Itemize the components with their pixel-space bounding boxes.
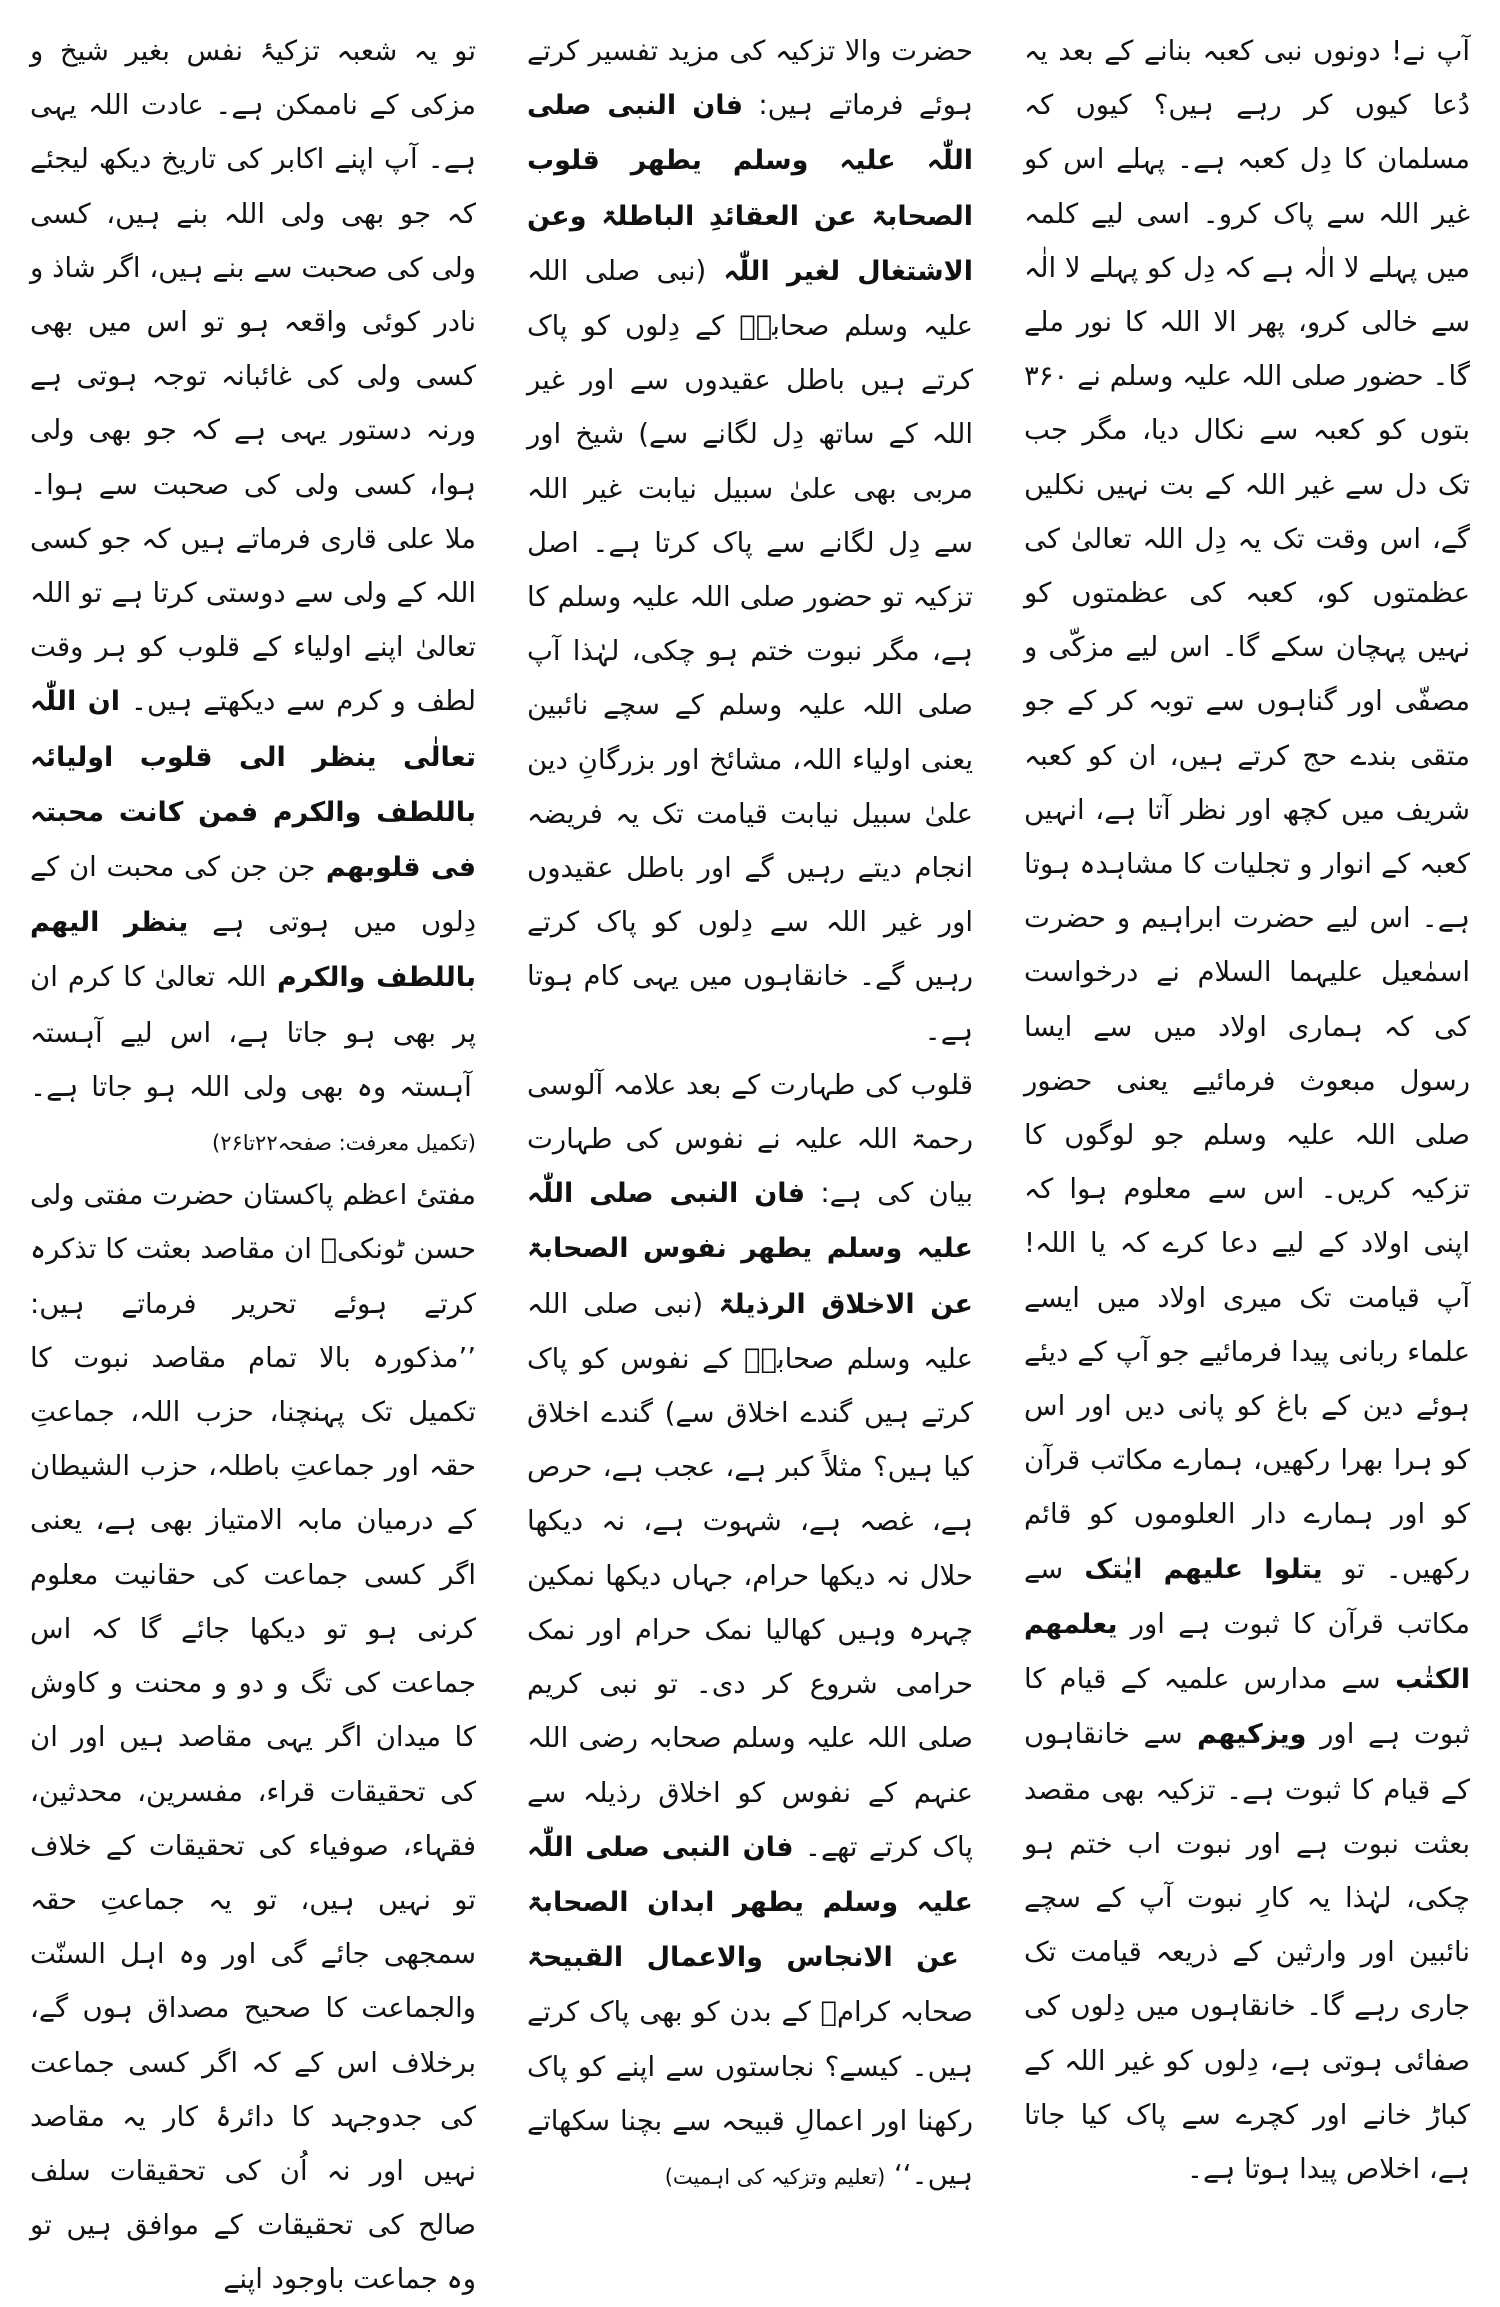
paragraph: (نبی صلی اللہ علیہ وسلم صحابہؓ کے دِلوں کو پاک کرتے ہیں باطل عقیدوں سے اور غیر اللہ کے ساتھ دِل لگانے سے) شیخ اور مربی بھی علیٰ سبیل نیابت غیر اللہ سے دِل لگانے سے پاک کرتا ہے۔ اصل تزکیہ تو حضور صلی اللہ علیہ وسلم کا ہے، مگر نبوت ختم ہو چکی، لہٰذا آپ صلی اللہ علیہ وسلم کے سچے نائبین یعنی اولیاء اللہ، مشائخ اور بزرگانِ دین علیٰ سبیل نیابت قیامت تک یہ فریضہ انجام دیتے رہیں گے اور باطل عقیدوں اور غیر اللہ سے دِلوں کو پاک کرتے رہیں گے۔ خانقاہوں میں یہی کام ہوتا ہے۔ [527,254,973,1047]
paragraph: اللہ تعالیٰ کا کرم ان پر بھی ہو جاتا ہے، اس لیے آہستہ آہستہ وہ بھی ولی اللہ ہو جاتا ہے۔ [30,961,476,1103]
arabic-quote: فان النبی صلی اللّٰہ علیہ وسلم یطھر نفوس الصحابۃ عن الاخلاق الرذیلۃ [527,1178,973,1320]
paragraph: تو یہ شعبہ تزکیۂ نفس بغیر شیخ و مزکی کے ناممکن ہے۔ عادت اللہ یہی ہے۔ آپ اپنے اکابر کی تاریخ دیکھ لیجئے کہ جو بھی ولی اللہ بنے ہیں، کسی ولی کی صحبت سے بنے ہیں، اگر شاذ و نادر کوئی واقعہ ہو تو اس میں بھی کسی ولی کی غائبانہ توجہ ہوتی ہے ورنہ دستور یہی ہے کہ جو بھی ولی ہوا، کسی ولی کی صحبت سے ہوا۔ ملا علی قاری فرماتے ہیں کہ جو کسی اللہ کے ولی سے دوستی کرتا ہے تو اللہ تعالیٰ اپنے اولیاء کے قلوب کو ہر وقت لطف و کرم سے دیکھتے ہیں۔ [30,35,476,718]
source-reference: (تعلیم وتزکیہ کی اہمیت) [664,2164,886,2189]
arabic-quote: فان النبی صلی اللّٰہ علیہ وسلم یطھر ابدان الصحابۃ عن الانجاس والاعمال القبیحۃ [527,1831,973,1974]
paragraph: سے مکاتب قرآن کا ثبوت ہے اور [1024,1552,1470,1640]
paragraph: سے مدارس علمیہ کے قیام کا ثبوت ہے اور [1024,1663,1470,1751]
arabic-quote: فان النبی صلی اللّٰہ علیہ وسلم یطھر قلوب الصحابۃ عن العقائدِ الباطلۃ وعن الاشتغال لغیر اللّٰہ [527,90,974,287]
arabic-quote: ویزکیھم [1182,1719,1307,1751]
paragraph: جن جن کی محبت ان کے دِلوں میں ہوتی ہے [30,851,477,939]
source-reference: (تکمیل معرفت: صفحہ۲۲تا۲۶) [212,1131,476,1156]
text-column-left [30,24,477,2296]
paragraph: سے خانقاہوں کے قیام کا ثبوت ہے۔ تزکیہ بھی مقصد بعثت نبوت ہے اور نبوت اب ختم ہو چکی، لہٰذا یہ کارِ نبوت آپ کے سچے نائبین اور وارثین کے ذریعہ قیامت تک جاری رہے گا۔ خانقاہوں میں دِلوں کی صفائی ہوتی ہے، دِلوں کو غیر اللہ کے کباڑ خانے اور کچرے سے پاک کیا جاتا ہے، اخلاص پیدا ہوتا ہے۔ [1024,1718,1470,2185]
paragraph: حضرت والا تزکیہ کی مزید تفسیر کرتے ہوئے فرماتے ہیں: [527,35,973,122]
paragraph: مفتیٔ اعظم پاکستان حضرت مفتی ولی حسن ٹونکیؒ ان مقاصد بعثت کا تذکرہ کرتے ہوئے تحریر فرماتے ہیں: ’’مذکورہ بالا تمام مقاصد نبوت کا تکمیل تک پہنچنا، حزب اللہ، جماعتِ حقہ اور جماعتِ باطلہ، حزب الشیطان کے درمیان مابہ الامتیاز بھی ہے، یعنی اگر کسی جماعت کی حقانیت معلوم کرنی ہو تو دیکھا جائے گا کہ اس جماعت کی تگ و دو و محنت و کاوش کا میدان اگر یہی مقاصد ہیں اور ان کی تحقیقات قراء، مفسرین، محدثین، فقہاء، صوفیاء کی تحقیقات کے خلاف تو نہیں ہیں، تو یہ جماعتِ حقہ سمجھی جائے گی اور وہ اہل السنّت والجماعت کا صحیح مصداق ہوں گے، برخلاف اس کے کہ اگر کسی جماعت کی جدوجہد کا دائرۂ کار یہ مقاصد نہیں اور نہ اُن کی تحقیقات سلف صالح کی تحقیقات کے موافق ہیں تو وہ جماعت باوجود اپنے [30,1179,476,2296]
paragraph: قلوب کی طہارت کے بعد علامہ آلوسی رحمۃ اللہ علیہ نے نفوس کی طہارت بیان کی ہے: [527,1068,973,1210]
paragraph: (نبی صلی اللہ علیہ وسلم صحابہؓ کے نفوس کو پاک کرتے ہیں گندے اخلاق سے) گندے اخلاق کیا ہیں؟ مثلاً کبر ہے، عجب ہے، حرص ہے، غصہ ہے، شہوت ہے، نہ دیکھا حلال نہ دیکھا حرام، جہاں دیکھا نمکین چہرہ وہیں کھالیا نمک حرام اور نمک حرامی شروع کر دی۔ تو نبی کریم صلی اللہ علیہ وسلم صحابہ رضی اللہ عنہم کے نفوس کو اخلاق رذیلہ سے پاک کرتے تھے۔ [527,1287,973,1863]
arabic-quote: یتلوا علیھم ایٰتک [1063,1553,1323,1585]
text-column-right [1024,24,1470,2185]
paragraph: صحابہ کرامؓ کے بدن کو بھی پاک کرتے ہیں۔ کیسے؟ نجاستوں سے اپنے کو پاک رکھنا اور اعمالِ قبیحہ سے بچنا سکھاتے ہیں۔‘‘ [527,1996,973,2191]
text-column-middle [527,24,974,2191]
paragraph: آپ نے! دونوں نبی کعبہ بنانے کے بعد یہ دُعا کیوں کر رہے ہیں؟ کیوں کہ مسلمان کا دِل کعبہ ہے۔ پہلے اس کو غیر اللہ سے پاک کرو۔ اسی لیے کلمہ میں پہلے لا الٰہ ہے کہ دِل کو پہلے لا الٰہ سے خالی کرو، پھر الا اللہ کا نور ملے گا۔ حضور صلی اللہ علیہ وسلم نے ۳۶۰ بتوں کو کعبہ سے نکال دیا، مگر جب تک دل سے غیر اللہ کے بت نہیں نکلیں گے، اس وقت تک یہ دِل اللہ تعالیٰ کی عظمتوں کو، کعبہ کی عظمتوں کو نہیں پہچان سکے گا۔ اس لیے مزکّی و مصفّی اور گناہوں سے توبہ کر کے جو متقی بندے حج کرتے ہیں، ان کو کعبہ شریف میں کچھ اور نظر آتا ہے، انہیں کعبہ کے انوار و تجلیات کا مشاہدہ ہوتا ہے۔ اس لیے حضرت ابراہیم و حضرت اسمٰعیل علیہما السلام نے درخواست کی کہ ہماری اولاد میں سے ایسا رسول مبعوث فرمائیے یعنی حضور صلی اللہ علیہ وسلم جو لوگوں کا تزکیہ کریں۔ اس سے معلوم ہوا کہ اپنی اولاد کے لیے دعا کرے کہ یا اللہ! آپ قیامت تک میری اولاد میں ایسے علماء ربانی پیدا فرمائیے جو آپ کے دیئے ہوئے دین کے باغ کو پانی دیں اور اس کو ہرا بھرا رکھیں، ہمارے مکاتب قرآن کو اور ہمارے دار العلوموں کو قائم رکھیں۔ تو [1024,35,1470,1585]
arabic-quote: یعلمھم الکتٰب [1024,1608,1470,1696]
arabic-quote: ینظر الیھم باللطف والکرم [30,907,476,994]
arabic-quote: ان اللّٰہ تعالٰی ینظر الی قلوب اولیائہ باللطف والکرم فمن کانت محبتہ فی قلوبھم [30,686,477,884]
